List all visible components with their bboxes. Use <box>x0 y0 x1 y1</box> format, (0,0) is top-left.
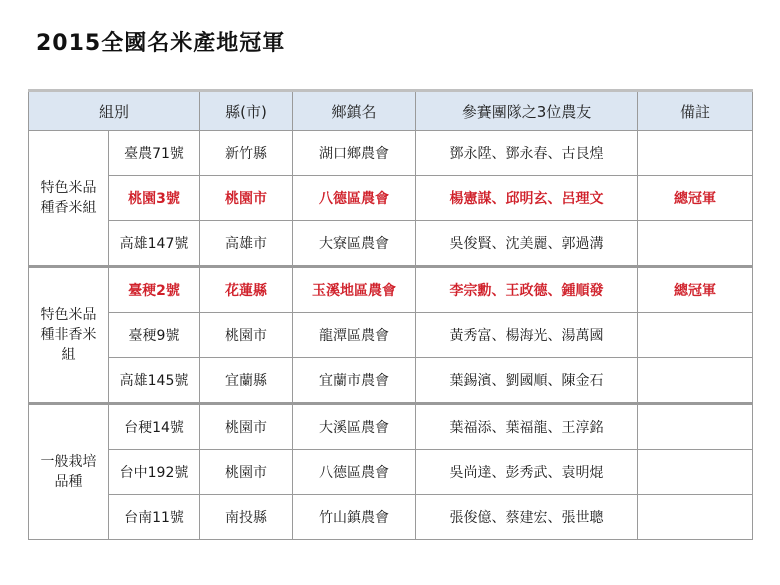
town-cell: 湖口鄉農會 <box>293 131 416 176</box>
table-row <box>29 221 753 267</box>
note-cell <box>638 131 753 176</box>
farmers-cell: 鄧永陞、鄧永春、古艮煌 <box>416 131 638 176</box>
group-name-line: 特色米品 <box>40 307 97 323</box>
town-cell: 大寮區農會 <box>293 221 416 267</box>
group-name-cell <box>29 404 109 540</box>
table-row <box>29 358 753 404</box>
farmers-cell: 張俊億、蔡建宏、張世聰 <box>416 495 638 540</box>
town-cell: 八德區農會 <box>293 176 416 221</box>
group-name-line: 品種 <box>54 474 83 490</box>
county-cell: 桃園市 <box>200 313 293 358</box>
farmers-cell: 吳尚達、彭秀武、袁明焜 <box>416 450 638 495</box>
county-cell: 桃園市 <box>200 450 293 495</box>
header-note: 備註 <box>638 91 753 131</box>
town-cell: 八德區農會 <box>293 450 416 495</box>
group-name-line: 一般栽培 <box>40 454 97 470</box>
county-cell: 花蓮縣 <box>200 267 293 313</box>
table-row <box>29 450 753 495</box>
table-row <box>29 267 753 313</box>
variety-cell: 台稉14號 <box>109 404 200 450</box>
header-county: 縣(市) <box>200 91 293 131</box>
note-cell: 總冠軍 <box>638 176 753 221</box>
variety-cell: 臺農71號 <box>109 131 200 176</box>
county-cell: 高雄市 <box>200 221 293 267</box>
group-name-cell <box>29 267 109 404</box>
variety-cell: 高雄147號 <box>109 221 200 267</box>
farmers-cell: 李宗勳、王政德、鍾順發 <box>416 267 638 313</box>
town-cell: 大溪區農會 <box>293 404 416 450</box>
variety-cell: 台中192號 <box>109 450 200 495</box>
note-cell: 總冠軍 <box>638 267 753 313</box>
variety-cell: 臺稉9號 <box>109 313 200 358</box>
variety-cell: 臺稉2號 <box>109 267 200 313</box>
farmers-cell: 楊憲謀、邱明玄、呂理文 <box>416 176 638 221</box>
table-body <box>29 131 753 540</box>
group-name-line: 特色米品 <box>40 180 97 196</box>
county-cell: 新竹縣 <box>200 131 293 176</box>
champions-table <box>28 89 753 540</box>
table-row <box>29 404 753 450</box>
town-cell: 宜蘭市農會 <box>293 358 416 404</box>
farmers-cell: 葉錫濱、劉國順、陳金石 <box>416 358 638 404</box>
town-cell: 玉溪地區農會 <box>293 267 416 313</box>
header-row <box>29 91 753 131</box>
farmers-cell: 葉福添、葉福龍、王淳銘 <box>416 404 638 450</box>
note-cell <box>638 404 753 450</box>
county-cell: 南投縣 <box>200 495 293 540</box>
group-name-line: 種香米組 <box>40 200 97 216</box>
county-cell: 桃園市 <box>200 176 293 221</box>
town-cell: 龍潭區農會 <box>293 313 416 358</box>
town-cell: 竹山鎮農會 <box>293 495 416 540</box>
group-name-line: 組 <box>61 347 76 363</box>
table-row <box>29 495 753 540</box>
note-cell <box>638 221 753 267</box>
table-row <box>29 313 753 358</box>
table-row <box>29 131 753 176</box>
page-title: 2015全國名米產地冠軍 <box>36 31 286 56</box>
group-name-line: 種非香米 <box>40 327 97 343</box>
variety-cell: 高雄145號 <box>109 358 200 404</box>
note-cell <box>638 313 753 358</box>
county-cell: 桃園市 <box>200 404 293 450</box>
note-cell <box>638 358 753 404</box>
header-town: 鄉鎮名 <box>293 91 416 131</box>
header-farmers: 參賽團隊之3位農友 <box>416 91 638 131</box>
note-cell <box>638 450 753 495</box>
variety-cell: 桃園3號 <box>109 176 200 221</box>
group-name-cell <box>29 131 109 267</box>
variety-cell: 台南11號 <box>109 495 200 540</box>
header-group: 組別 <box>29 91 200 131</box>
county-cell: 宜蘭縣 <box>200 358 293 404</box>
table-row <box>29 176 753 221</box>
note-cell <box>638 495 753 540</box>
farmers-cell: 吳俊賢、沈美麗、郭過溝 <box>416 221 638 267</box>
farmers-cell: 黃秀富、楊海光、湯萬國 <box>416 313 638 358</box>
